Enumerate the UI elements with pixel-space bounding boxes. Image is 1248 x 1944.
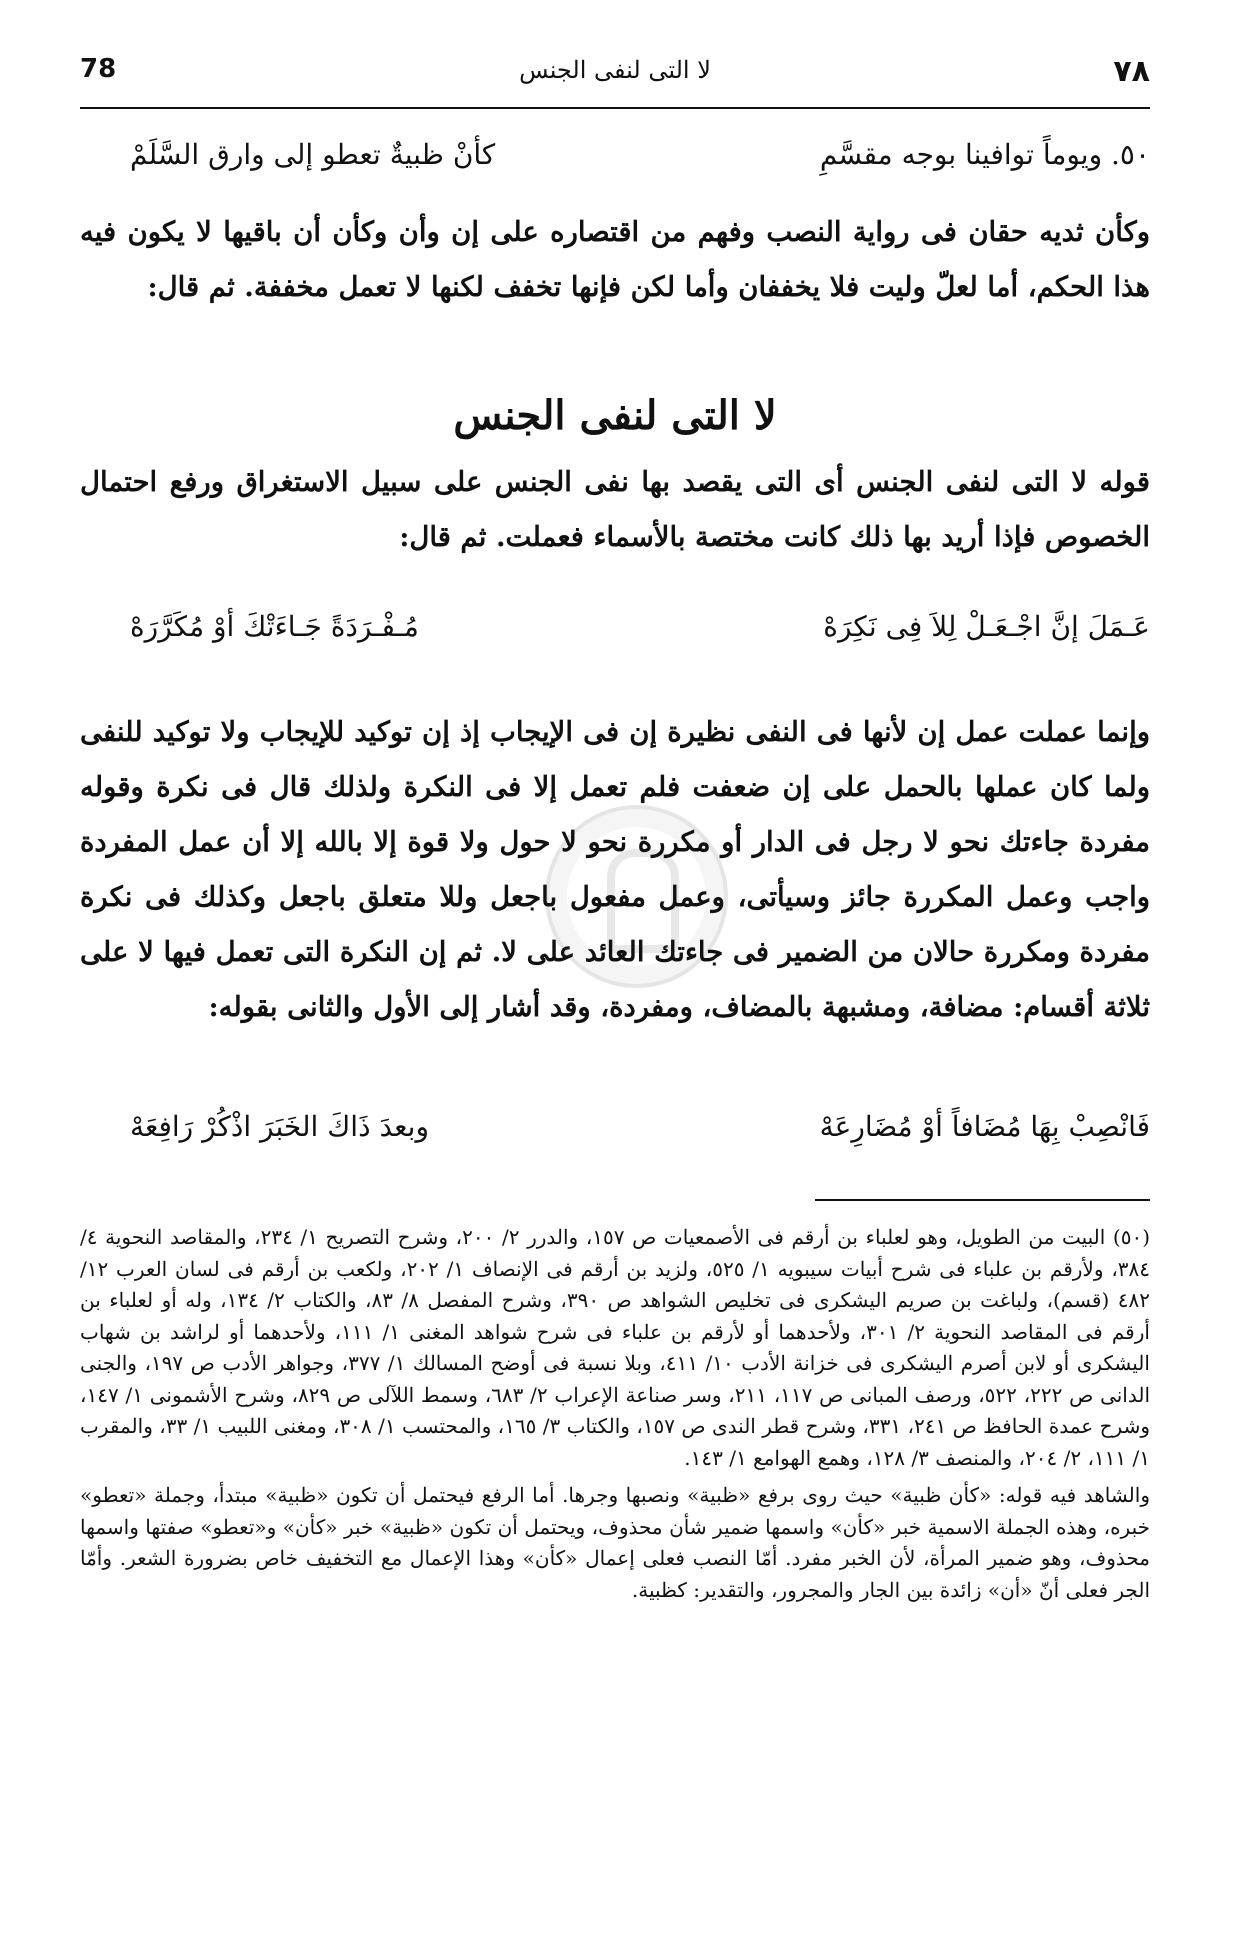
footnotes [80,1222,1150,1612]
footnote-50-shahid: والشاهد فيه قوله: «كأن ظبية» حيث روى برفع «ظبية» ونصبها وجرها. أما الرفع فيحتمل أن تكون «ظبية» مبتدأ، وجملة «تعطو» خبره، وهذه الجملة الاسمية خبر «كأن» واسمها ضمير شأن محذوف، ويحتمل أن تكون «ظبية» خبر «كأن» و«تعطو» صفتها واسمها محذوف، وهو ضمير المرأة، لأن الخبر مفرد. أمّا النصب فعلى إعمال «كأن» وهذا الإعمال مع التخفيف خاص بضرورة الشعر. وأمّا الجر فعلى أنّ «أن» زائدة بين الجار والمجرور، والتقدير: كظبية. [80,1483,1150,1602]
verse-50-hemistich-2: كأنْ ظبيةٌ تعطو إلى وارق السَّلَمْ [130,138,496,171]
paragraph-2 [80,455,1150,565]
page-header [80,52,1150,102]
verse-alfiyya-1 [80,610,1150,670]
section-title: لا التى لنفى الجنس [453,392,777,439]
verse-50-hemistich-1: ٥٠. ويوماً توافينا بوجه مقسَّمِ [819,138,1150,171]
footnote-50: (٥٠) البيت من الطويل، وهو لعلباء بن أرقم فى الأصمعيات ص ١٥٧، والدرر ٢/ ٢٠٠، وشرح التصريح ١/ ٢٣٤، والمقاصد النحوية ٤/ ٣٨٤، ولأرقم بن علباء فى شرح أبيات سيبويه ١/ ٥٢٥، ولزيد بن أرقم فى الإنصاف ١/ ٢٠٢، ولكعب بن أرقم فى لسان العرب ١٢/ ٤٨٢ (قسم)، ولباغت بن صريم اليشكرى فى تخليص الشواهد ص ٣٩٠، وشرح المفصل ٨/ ٨٣، والكتاب ٢/ ١٣٤، وله أو لعلباء بن أرقم فى المقاصد النحوية ٢/ ٣٠١، ولأحدهما أو لأرقم بن علباء فى شرح شواهد المغنى ١/ ١١١، ولأحدهما أو لراشد بن شهاب اليشكرى أو لابن أصرم اليشكرى فى خزانة الأدب ١٠/ ٤١١، وبلا نسبة فى أوضح المسالك ١/ ٣٧٧، وجواهر الأدب ص ١٩٧، والجنى الدانى ص ٢٢٢، ٥٢٢، ورصف المبانى ص ١١٧، ٢١١، وسر صناعة الإعراب ٢/ ٦٨٣، وسمط اللآلى ص ٨٢٩، وشرح الأشمونى ١/ ١٤٧، وشرح عمدة الحافظ ص ٢٤١، ٣٣١، وشرح قطر الندى ص ١٥٧، والكتاب ٣/ ١٦٥، والمحتسب ١/ ٣٠٨، ومغنى اللبيب ١/ ٣٣، والمقرب ١/ ١١١، ٢/ ٢٠٤، والمنصف ٣/ ١٢٨، وهمع الهوامع ١/ ١٤٣. [80,1225,1151,1470]
verse-50 [80,138,1150,198]
page-number-latin: 78 [80,54,117,84]
paragraph-1-text: وكأن ثديه حقان فى رواية النصب وفهم من اقتصاره على إن وأن وكأن أن باقيها لا يكون فيه هذا الحكم، أما لعلّ وليت فلا يخففان وأما لكن فإنها تخفف لكنها لا تعمل مخففة. ثم قال: [80,216,1150,303]
verse-alfiyya-2-hemistich-2: وبعدَ ذَاكَ الخَبَرَ اذْكُرْ رَافِعَهْ [130,1110,429,1143]
running-title: لا التى لنفى الجنس [519,56,711,84]
verse-alfiyya-1-hemistich-2: مُـفْـرَدَةً جَـاءَتْكَ أوْ مُكَرَّرَهْ [130,610,419,643]
paragraph-1 [80,205,1150,315]
paragraph-2-text: قوله لا التى لنفى الجنس أى التى يقصد بها نفى الجنس على سبيل الاستغراق ورفع احتمال الخصوص فإذا أريد بها ذلك كانت مختصة بالأسماء فعملت. ثم قال: [80,466,1150,553]
verse-alfiyya-1-hemistich-1: عَـمَلَ إنَّ اجْـعَـلْ لِلاَ فِى نَكِرَهْ [823,610,1150,643]
header-divider [80,107,1150,109]
paragraph-3 [80,705,1150,1035]
paragraph-3-text: وإنما عملت عمل إن لأنها فى النفى نظيرة إن فى الإيجاب إذ إن توكيد للإيجاب ولا توكيد للنفى ولما كان عملها بالحمل على إن ضعفت فلم تعمل إلا فى النكرة ولذلك قال فى نكرة وقوله مفردة جاءتك نحو لا رجل فى الدار أو مكررة نحو لا حول ولا قوة إلا بالله إلا أن عمل المفردة واجب وعمل المكررة جائز وسيأتى، وعمل مفعول باجعل وللا متعلق باجعل وكذلك فى نكرة مفردة ومكررة حالان من الضمير فى جاءتك العائد على لا. ثم إن النكرة التى تعمل فيها لا على ثلاثة أقسام: مضافة، ومشبهة بالمضاف، ومفردة، وقد أشار إلى الأول والثانى بقوله: [80,716,1150,1023]
verse-alfiyya-2 [80,1110,1150,1170]
verse-alfiyya-2-hemistich-1: فَانْصِبْ بِهَا مُضَافاً أوْ مُضَارِعَهْ [819,1110,1150,1143]
page-number-arabic: ٧٨ [1113,54,1150,89]
footnote-divider [815,1199,1150,1201]
